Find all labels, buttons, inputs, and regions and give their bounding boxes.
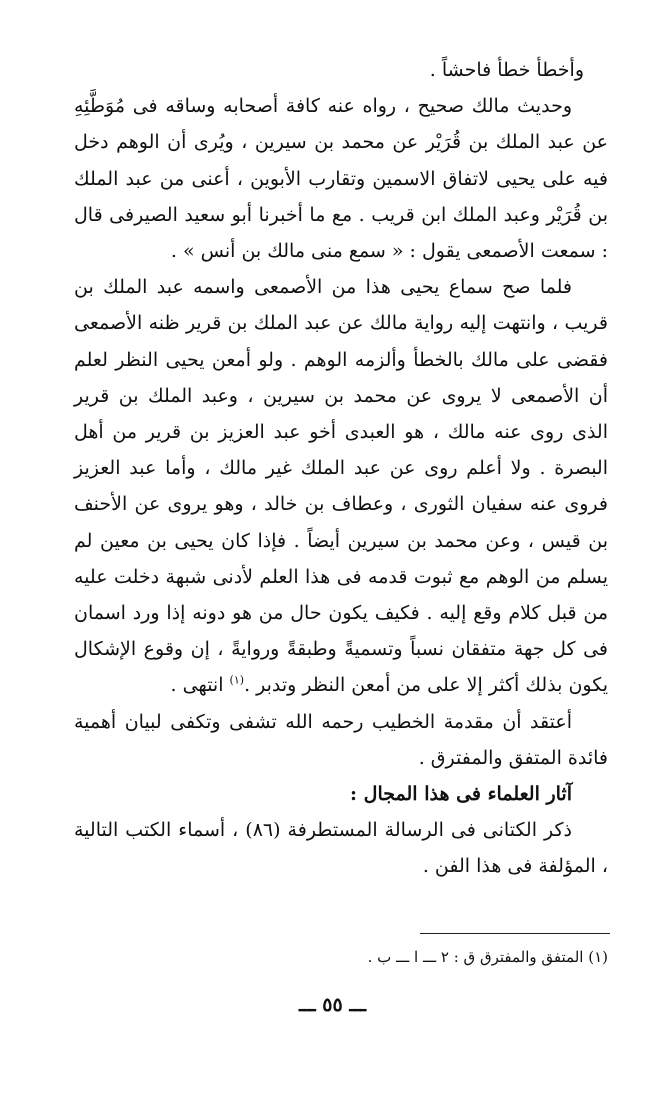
main-text <box>74 52 608 885</box>
paragraph-3-ending: انتهى . <box>170 674 224 697</box>
footnote-divider <box>420 933 610 934</box>
paragraph-2: وحديث مالك صحيح ، رواه عنه كافة أصحابه وساقه فى مُوَطَّئِهِ عن عبد الملك بن قُرَيْر عن محمد بن سيرين ، ويُرى أن الوهم دخل فيه على يحيى لاتفاق الاسمين وتقارب الأبوين ، أعنى من عبد الملك بن قُرَيْر وعبد الملك ابن قريب . مع ما أخبرنا أبو سعيد الصيرفى قال : سمعت الأصمعى يقول : « سمع منى مالك بن أنس » . <box>74 95 608 263</box>
paragraph-3 <box>74 269 608 703</box>
section-heading: آثار العلماء فى هذا المجال : <box>350 783 572 806</box>
page-number: ـــ ٥٥ ـــ <box>298 994 367 1016</box>
paragraph-4: أعتقد أن مقدمة الخطيب رحمه الله تشفى وتكفى لبيان أهمية فائدة المتفق والمفترق . <box>74 710 608 769</box>
paragraph-3-text: فلما صح سماع يحيى هذا من الأصمعى واسمه عبد الملك بن قريب ، وانتهت إليه رواية مالك عن عبد الملك بن قرير ظنه الأصمعى فقضى على مالك بالخطأ وألزمه الوهم . ولو أمعن يحيى النظر لعلم أن الأصمعى لا يروى عن محمد بن سيرين ، وعبد الملك بن قرير الذى روى عنه مالك ، هو العبدى أخو عبد العزيز بن قرير من أهل البصرة . ولا أعلم روى عن عبد الملك غير مالك ، وأما عبد العزيز فروى عنه سفيان الثورى ، وعطاف بن خالد ، وهو يروى عن الأحنف بن قيس ، وعن محمد بن سيرين أيضاً . فإذا كان يحيى بن معين لم يسلم من الوهم مع ثبوت قدمه فى هذا العلم لأدنى شبهة دخلت عليه من قبل كلام وقع إليه . فكيف يكون حال من هو دونه إذا ورد اسمان فى كل جهة متفقان نسباً وتسميةً وطبقةً وروايةً ، إن وقوع الإشكال يكون بذلك أكثر إلا على من أمعن النظر وتدبر . <box>74 276 608 697</box>
paragraph-5: ذكر الكتانى فى الرسالة المستطرفة (٨٦) ، أسماء الكتب التالية ، المؤلفة فى هذا الفن . <box>74 819 608 878</box>
paragraph-1: وأخطأ خطأ فاحشاً . <box>429 59 584 81</box>
footnote-reference: (١) <box>229 674 245 688</box>
footnote: (١) المتفق والمفترق ق : ٢ ـــ ا ـــ ب . <box>367 948 608 966</box>
